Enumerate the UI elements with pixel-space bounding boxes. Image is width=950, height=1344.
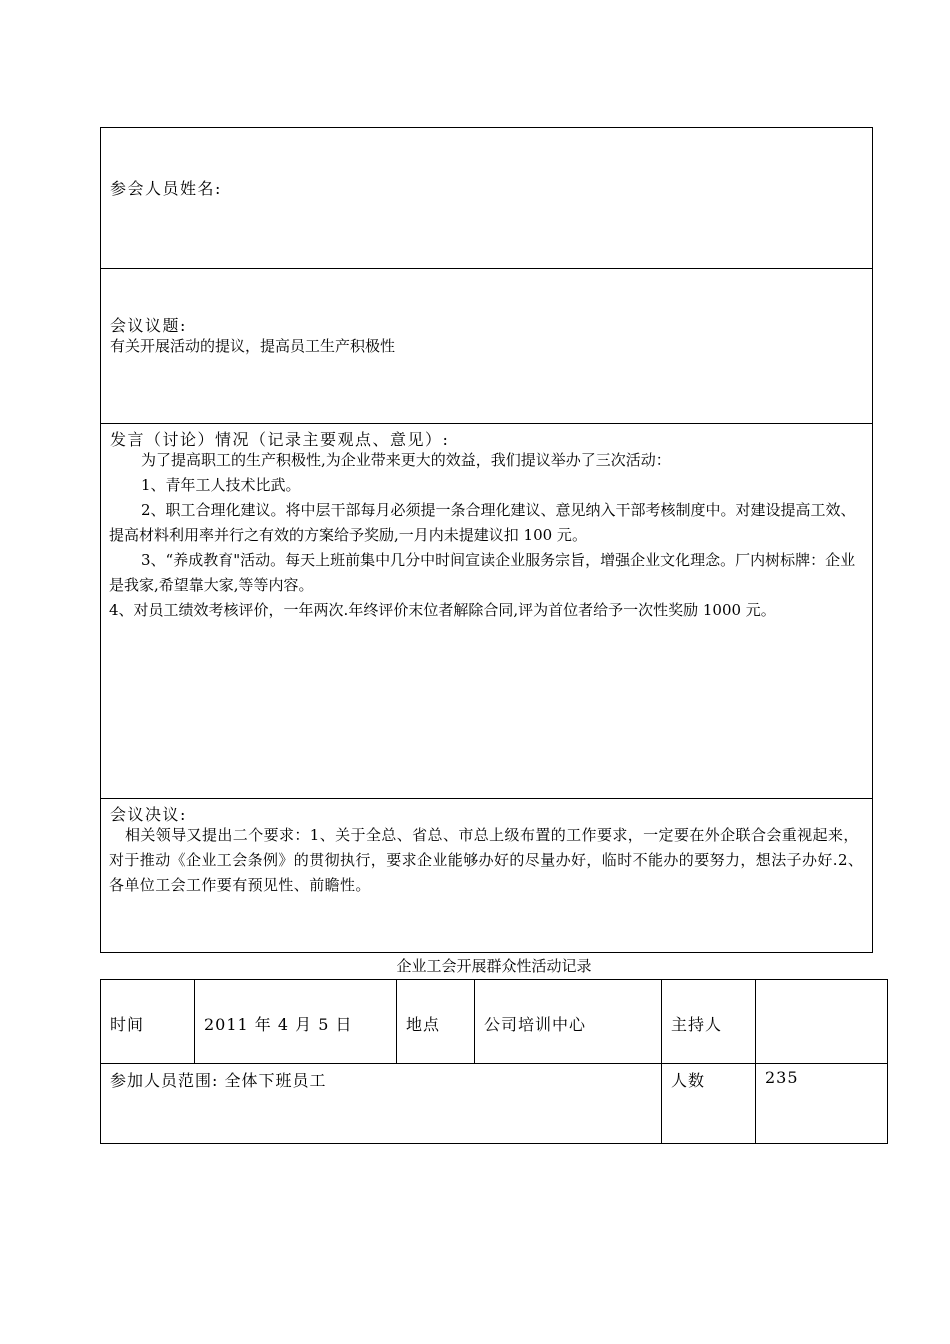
participant-scope: 参加人员范围: 全体下班员工	[110, 1071, 327, 1090]
place-value: 公司培训中心	[484, 1015, 587, 1034]
topic-label: 会议议题:	[110, 316, 187, 335]
row-divider	[101, 1063, 887, 1064]
resolution-text: 相关领导又提出二个要求：1、关于全总、省总、市总上级布置的工作要求，一定要在外企联合会重视起来，对于推动《企业工会条例》的贯彻执行，要求企业能够办好的尽量办好，临时不能办的要努力，想法子办好.2、各单位工会工作要有预见性、前瞻性。	[109, 826, 864, 894]
count-value: 235	[765, 1068, 799, 1087]
count-label: 人数	[671, 1071, 706, 1090]
resolution-label: 会议决议:	[110, 805, 187, 824]
discussion-section	[101, 424, 872, 799]
col-divider	[755, 980, 756, 1143]
col-divider	[474, 980, 475, 1063]
host-label: 主持人	[671, 1015, 723, 1034]
attendees-section	[101, 128, 872, 269]
discussion-label: 发言（讨论）情况（记录主要观点、意见）:	[110, 430, 450, 449]
resolution-section	[101, 799, 872, 953]
attendees-label: 参会人员姓名:	[110, 179, 222, 198]
meeting-record-table	[100, 127, 873, 953]
discussion-line-3: 3、“养成教育"活动。每天上班前集中几分中时间宣读企业服务宗旨，增强企业文化理念。厂内树标牌：企业是我家,希望靠大家,等等内容。	[109, 551, 856, 594]
col-divider	[661, 980, 662, 1143]
discussion-line-2: 2、职工合理化建议。将中层干部每月必须提一条合理化建议、意见纳入干部考核制度中。对建设提高工效、提高材料利用率并行之有效的方案给予奖励,一月内未提建议扣 100 元。	[109, 501, 856, 544]
discussion-line-intro: 为了提高职工的生产积极性,为企业带来更大的效益，我们提议举办了三次活动：	[141, 451, 671, 469]
topic-section	[101, 269, 872, 424]
discussion-line-4: 4、对员工绩效考核评价，一年两次.年终评价末位者解除合同,评为首位者给予一次性奖励 1000 元。	[109, 601, 776, 619]
place-label: 地点	[406, 1015, 441, 1034]
activity-record-table	[100, 979, 888, 1144]
time-label: 时间	[110, 1015, 145, 1034]
col-divider	[396, 980, 397, 1063]
activity-record-caption: 企业工会开展群众性活动记录	[396, 957, 592, 975]
topic-text: 有关开展活动的提议，提高员工生产积极性	[110, 337, 396, 355]
time-value: 2011 年 4 月 5 日	[204, 1015, 353, 1034]
discussion-line-1: 1、青年工人技术比武。	[141, 476, 301, 494]
col-divider	[194, 980, 195, 1063]
